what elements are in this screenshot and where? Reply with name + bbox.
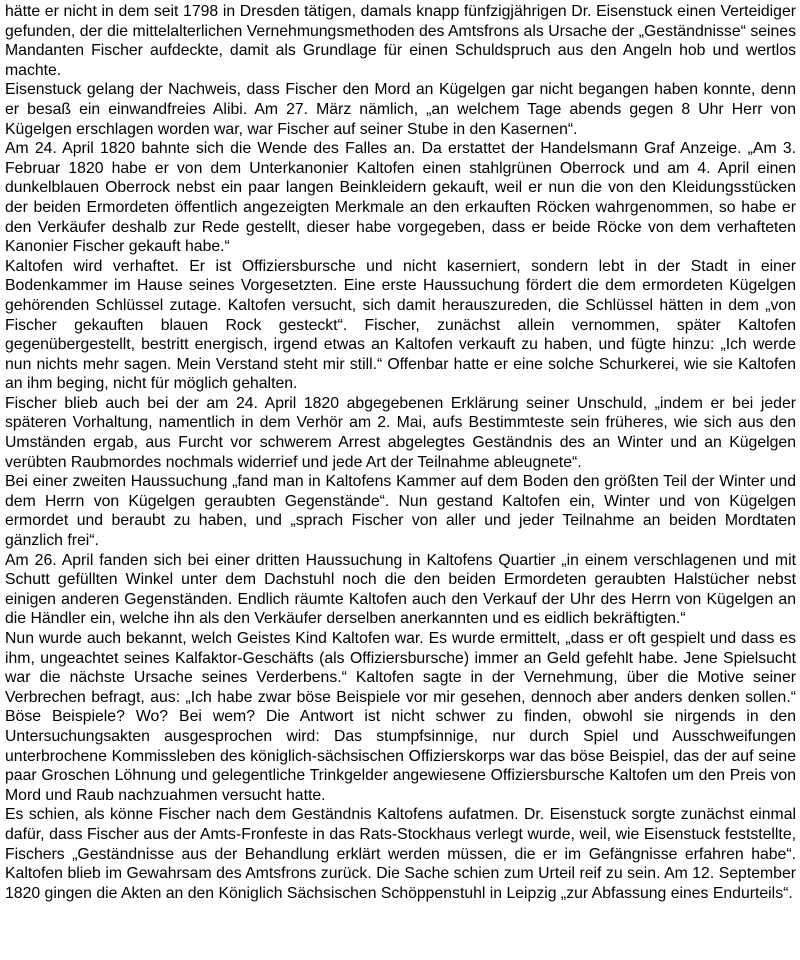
paragraph-3: Am 24. April 1820 bahnte sich die Wende des Falles an. Da erstattet der Handelsmann Graf Anzeige. „Am 3. Februar 1820 habe er von dem Unterkanonier Kaltofen einen stahlgrünen Oberrock und am 4. April einen dunkelblauen Oberrock nebst ein paar langen Beinkleidern gekauft, weil er nun die von den Kleidungsstücken der beiden Ermordeten öffentlich angezeigten Merkmale an den erkauften Röcken wahrgenommen, so habe er den Verkäufer deshalb zur Rede gestellt, dieser habe vorgegeben, dass er beide Röcke von dem verhafteten Kanonier Fischer gekauft habe.“ bbox=[5, 140, 796, 256]
paragraph-6: Bei einer zweiten Haussuchung „fand man in Kaltofens Kammer auf dem Boden den größten Teil der Winter und dem Herrn von Kügelgen geraubten Gegenstände“. Nun gestand Kaltofen ein, Winter und von Kügelgen ermordet und beraubt zu haben, und „sprach Fischer von aller und jeder Teilnahme an beiden Mordtaten gänzlich frei“. bbox=[5, 473, 796, 550]
paragraph-8: Nun wurde auch bekannt, welch Geistes Kind Kaltofen war. Es wurde ermittelt, „dass er oft gespielt und dass es ihm, ungeachtet seines Kalfaktor-Geschäfts (als Offiziersbursche) immer an Geld gefehlt habe. Jene Spielsucht war die nächste Ursache seines Verderbens.“ Kaltofen sagte in der Vernehmung, über die Motive seiner Verbrechen befragt, aus: „Ich habe zwar böse Beispiele vor mir gesehen, dennoch aber anders denken sollen.“ Böse Beispiele? Wo? Bei wem? Die Antwort ist nicht schwer zu finden, obwohl sie nirgends in den Untersuchungsakten ausgesprochen wird: Das stumpfsinnige, nur durch Spiel und Ausschweifungen unterbrochene Kommissleben des königlich-sächsischen Offizierskorps war das böse Beispiel, das der auf seine paar Groschen Löhnung und gelegentliche Trinkgelder angewiesene Offiziersbursche Kaltofen um den Preis von Mord und Raub nachzuahmen versucht hatte. bbox=[5, 630, 796, 804]
paragraph-4: Kaltofen wird verhaftet. Er ist Offiziersbursche und nicht kaserniert, sondern lebt in der Stadt in einer Bodenkammer im Hause seines Vorgesetzten. Eine erste Haussuchung fördert die dem ermordeten Kügelgen gehörenden Schlüssel zutage. Kaltofen versucht, sich damit herauszureden, die Schlüssel hätten in dem „von Fischer gekauften blauen Rock gesteckt“. Fischer, zunächst allein vernommen, später Kaltofen gegenübergestellt, bestritt energisch, irgend etwas an Kaltofen verkauft zu haben, und fügte hinzu: „Ich werde nun nichts mehr sagen. Mein Verstand steht mir still.“ Offenbar hatte er eine solche Schurkerei, wie sie Kaltofen an ihm beging, nicht für möglich gehalten. bbox=[5, 257, 796, 393]
paragraph-9: Es schien, als könne Fischer nach dem Geständnis Kaltofens aufatmen. Dr. Eisenstuck sorgte zunächst einmal dafür, dass Fischer aus der Amts-Fronfeste in das Rats-Stockhaus verlegt wurde, weil, wie Eisenstuck feststellte, Fischers „Geständnisse aus der Behandlung erklärt werden müssen, die er im Gefängnisse erfahren habe“. Kaltofen blieb im Gewahrsam des Amtsfrons zurück. Die Sache schien zum Urteil reif zu sein. Am 12. September 1820 gingen die Akten an den Königlich Sächsischen Schöppenstuhl in Leipzig „zur Abfassung eines Endurteils“. bbox=[5, 806, 796, 902]
paragraph-5: Fischer blieb auch bei der am 24. April 1820 abgegebenen Erklärung seiner Unschuld, „indem er bei jeder späteren Vorhaltung, namentlich in dem Verhör am 2. Mai, aufs Bestimmteste sein früheres, wie sich aus den Umständen ergab, aus Furcht vor schwerem Arrest abgelegtes Geständnis des an Winter und an Kügelgen verübten Raubmordes nochmals widerrief und jede Art der Teilnahme ableugnete“. bbox=[5, 394, 796, 471]
paragraph-7: Am 26. April fanden sich bei einer dritten Haussuchung in Kaltofens Quartier „in einem verschlagenen und mit Schutt gefüllten Winkel unter dem Dachstuhl noch die den beiden Ermordeten geraubten Halstücher nebst einigen anderen Gegenständen. Endlich räumte Kaltofen auch den Verkauf der Uhr des Herrn von Kügelgen an die Händler ein, welche ihn als den Verkäufer derselben anerkannten und es eidlich bekräftigten.“ bbox=[5, 551, 796, 628]
paragraph-2: Eisenstuck gelang der Nachweis, dass Fischer den Mord an Kügelgen gar nicht begangen haben konnte, denn er besaß ein einwandfreies Alibi. Am 27. März nämlich, „an welchem Tage abends gegen 8 Uhr Herr von Kügelgen erschlagen worden war, war Fischer auf seiner Stube in den Kasernen“. bbox=[5, 81, 796, 138]
paragraph-1: hätte er nicht in dem seit 1798 in Dresden tätigen, damals knapp fünfzigjährigen Dr. Eisenstuck einen Verteidiger gefunden, der die mittelalterlichen Vernehmungsmethoden des Amtsfrons als Ursache der „Geständnisse“ seines Mandanten Fischer aufdeckte, damit als Grundlage für einen Schuldspruch aus den Angeln hob und wertlos machte. bbox=[5, 3, 796, 79]
